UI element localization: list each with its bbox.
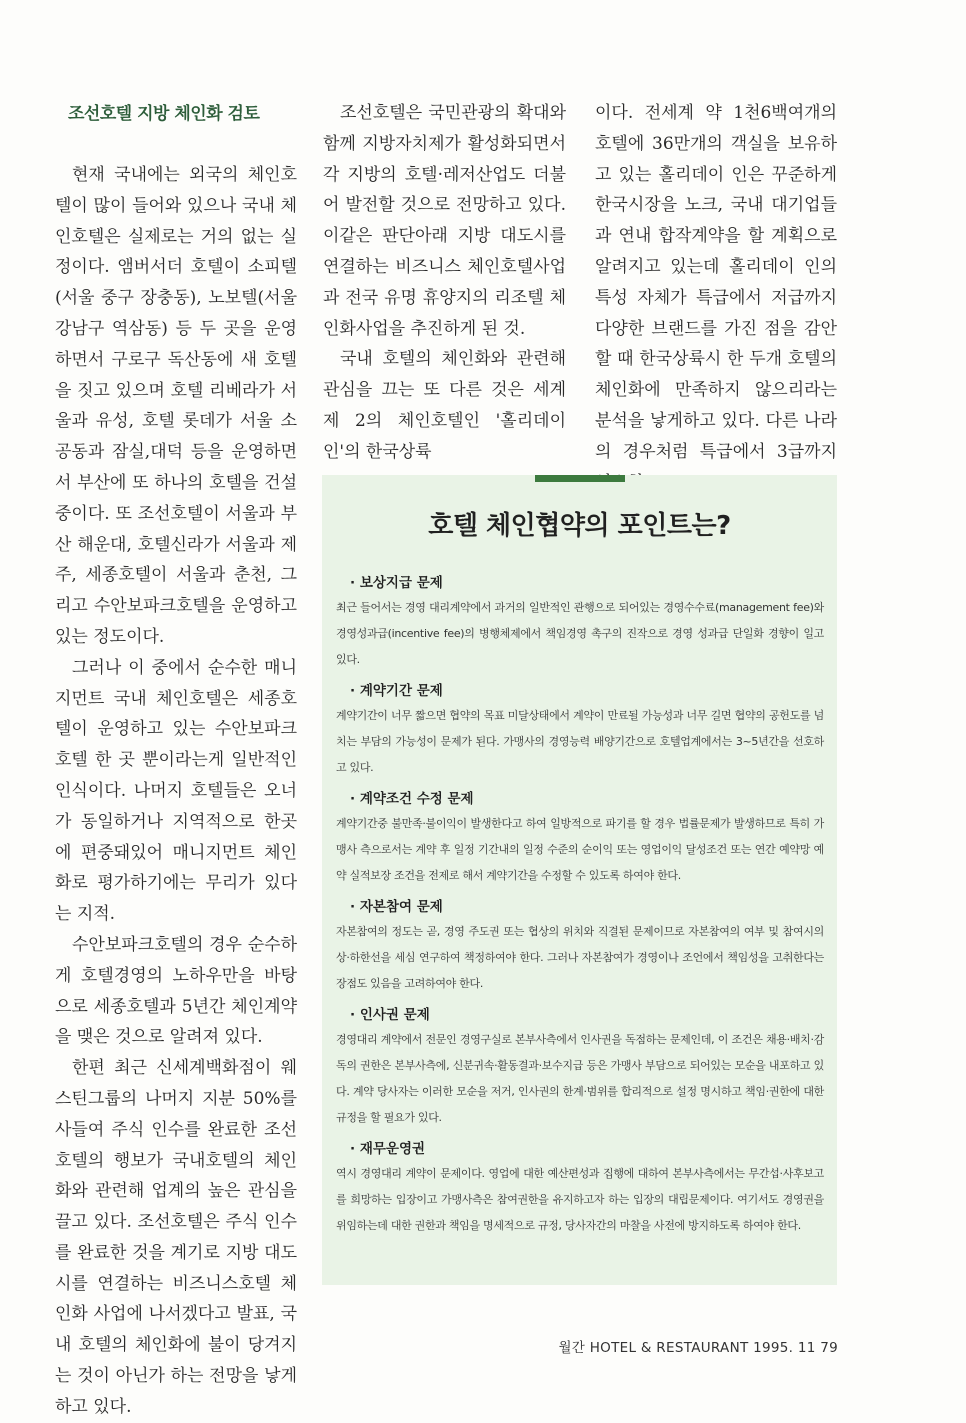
box-item xyxy=(336,895,824,997)
paragraph: 한편 최근 신세계백화점이 웨스틴그룹의 나머지 지분 50%를 사들여 주식 인수를 완료한 조선호텔의 행보가 국내호텔의 체인화와 관련해 업계의 높은 관심을 끌고 있다. 조선호텔은 주식 인수를 완료한 것을 계기로 지방 대도시를 연결하는 비즈니스호텔 체인화 사업에 나서겠다고 발표, 국내 호텔의 체인화에 불이 당겨지는 것이 아닌가 하는 전망을 낳게하고 있다. xyxy=(55,1058,297,1417)
box-item-heading: · 보상지급 문제 xyxy=(350,575,443,591)
paragraph: 국내 호텔의 체인화와 관련해 관심을 끄는 또 다른 것은 세계 제 2의 체인호텔인 '홀리데이 인'의 한국상륙 xyxy=(323,349,566,462)
paragraph: 현재 국내에는 외국의 체인호텔이 많이 들어와 있으나 국내 체인호텔은 실제로는 거의 없는 실정이다. 앰버서더 호텔이 소피텔(서울 중구 장충동), 노보텔(서울 강남구 역삼동) 등 두 곳을 운영하면서 구로구 독산동에 새 호텔을 짓고 있으며 호텔 리베라가 서울과 유성, 호텔 롯데가 서울 소공동과 잠실,대덕 등을 운영하면서 부산에 또 하나의 호텔을 건설중이다. 또 조선호텔이 서울과 부산 해운대, 호텔신라가 서울과 제주, 세종호텔이 서울과 춘천, 그리고 수안보파크호텔을 운영하고 있는 정도이다. xyxy=(55,165,297,647)
box-accent-bar xyxy=(535,475,625,482)
box-item-body: 역시 경영대리 계약이 문제이다. 영업에 대한 예산편성과 집행에 대하여 본부사측에서는 무간섭·사후보고를 희망하는 입장이고 가맹사측은 참여권한을 유지하고자 하는 입장의 대립문제이다. 여기서도 경영권을 위임하는데 대한 권한과 책임을 명세적으로 규정, 당사자간의 마찰을 사전에 방지하도록 하여야 한다. xyxy=(336,1167,824,1232)
article-column-1 xyxy=(55,160,297,1423)
box-item-body: 계약기간이 너무 짧으면 협약의 목표 미달상태에서 계약이 만료될 가능성과 너무 길면 협약의 공헌도를 넘치는 부담의 가능성이 문제가 된다. 가맹사의 경영능력 배양기간으로 호텔업계에서는 3~5년간을 선호하고 있다. xyxy=(336,709,824,774)
box-items xyxy=(336,571,824,1245)
box-item-heading: · 인사권 문제 xyxy=(350,1007,430,1023)
box-item xyxy=(336,679,824,781)
section-title: 조선호텔 지방 체인화 검토 xyxy=(68,104,260,124)
box-item xyxy=(336,1003,824,1131)
box-item-heading: · 재무운영권 xyxy=(350,1141,426,1157)
box-title: 호텔 체인협약의 포인트는? xyxy=(428,511,731,541)
box-item xyxy=(336,1137,824,1239)
paragraph: 수안보파크호텔의 경우 순수하게 호텔경영의 노하우만을 바탕으로 세종호텔과 5년간 체인계약을 맺은 것으로 알려져 있다. xyxy=(55,934,297,1048)
box-item-heading: · 계약조건 수정 문제 xyxy=(350,791,474,807)
paragraph: 조선호텔은 국민관광의 확대와 함께 지방자치제가 활성화되면서 각 지방의 호텔·레저산업도 더불어 발전할 것으로 전망하고 있다. 이같은 판단아래 지방 대도시를 연결하는 비즈니스 체인호텔사업과 전국 유명 휴양지의 리조텔 체인화사업을 추진하게 된 것. xyxy=(323,103,566,339)
box-item-heading: · 계약기간 문제 xyxy=(350,683,443,699)
sidebar-box xyxy=(322,475,837,1285)
box-item xyxy=(336,571,824,673)
page-footer: 월간 HOTEL & RESTAURANT 1995. 11 79 xyxy=(558,1340,838,1356)
box-item-body: 계약기간중 불만족·불이익이 발생한다고 하여 일방적으로 파기를 할 경우 법률문제가 발생하므로 특히 가맹사 측으로서는 계약 후 일정 기간내의 일정 수준의 순이익 또는 영업이익 달성조건 또는 연간 예약망 예약 실적보장 조건을 전제로 해서 계약기간을 수정할 수 있도록 하여야 한다. xyxy=(336,817,824,882)
box-item xyxy=(336,787,824,889)
box-item-body: 최근 들어서는 경영 대리계약에서 과거의 일반적인 관행으로 되어있는 경영수수료(management fee)와 경영성과급(incentive fee)의 병행체제에서 책임경영 촉구의 진작으로 경영 성과급 단일화 경향이 일고 있다. xyxy=(336,601,824,666)
box-item-heading: · 자본참여 문제 xyxy=(350,899,443,915)
box-item-body: 경영대리 계약에서 전문인 경영구실로 본부사측에서 인사권을 독점하는 문제인데, 이 조건은 채용·배치·감독의 권한은 본부사측에, 신분귀속·활동결과·보수지급 등은 가맹사 부담으로 되어있는 모순을 내포하고 있다. 계약 당사자는 이러한 모순을 저거, 인사권의 한계·범위를 합리적으로 설정 명시하고 책임·권한에 대한 규정을 할 필요가 있다. xyxy=(336,1033,824,1124)
paragraph: 그러나 이 중에서 순수한 매니지먼트 국내 체인호텔은 세종호텔이 운영하고 있는 수안보파크호텔 한 곳 뿐이라는게 일반적인 인식이다. 나머지 호텔들은 오너가 동일하거나 지역적으로 한곳에 편중돼있어 매니지먼트 체인화로 평가하기에는 무리가 있다는 지적. xyxy=(55,657,297,925)
paragraph: 이다. 전세계 약 1천6백여개의 호텔에 36만개의 객실을 보유하고 있는 홀리데이 인은 꾸준하게 한국시장을 노크, 국내 대기업들과 연내 합작계약을 할 계획으로 알려지고 있는데 홀리데이 인의 특성 자체가 특급에서 저급까지 다양한 브랜드를 가진 점을 감안할 때 한국상륙시 한 두개 호텔의 체인화에 만족하지 않으리라는 분석을 낳게하고 있다. 다른 나라의 경우처럼 특급에서 3급까지 xyxy=(595,103,837,462)
article-column-3 xyxy=(595,98,837,498)
box-item-body: 자본참여의 정도는 곧, 경영 주도권 또는 협상의 위치와 직결된 문제이므로 자본참여의 여부 및 참여시의 상·하한선을 세심 연구하여 책정하여야 한다. 그러나 자본참여가 경영이나 조언에서 책임성을 고취한다는 장점도 있음을 고려하여야 한다. xyxy=(336,925,824,990)
article-column-2 xyxy=(323,98,566,468)
